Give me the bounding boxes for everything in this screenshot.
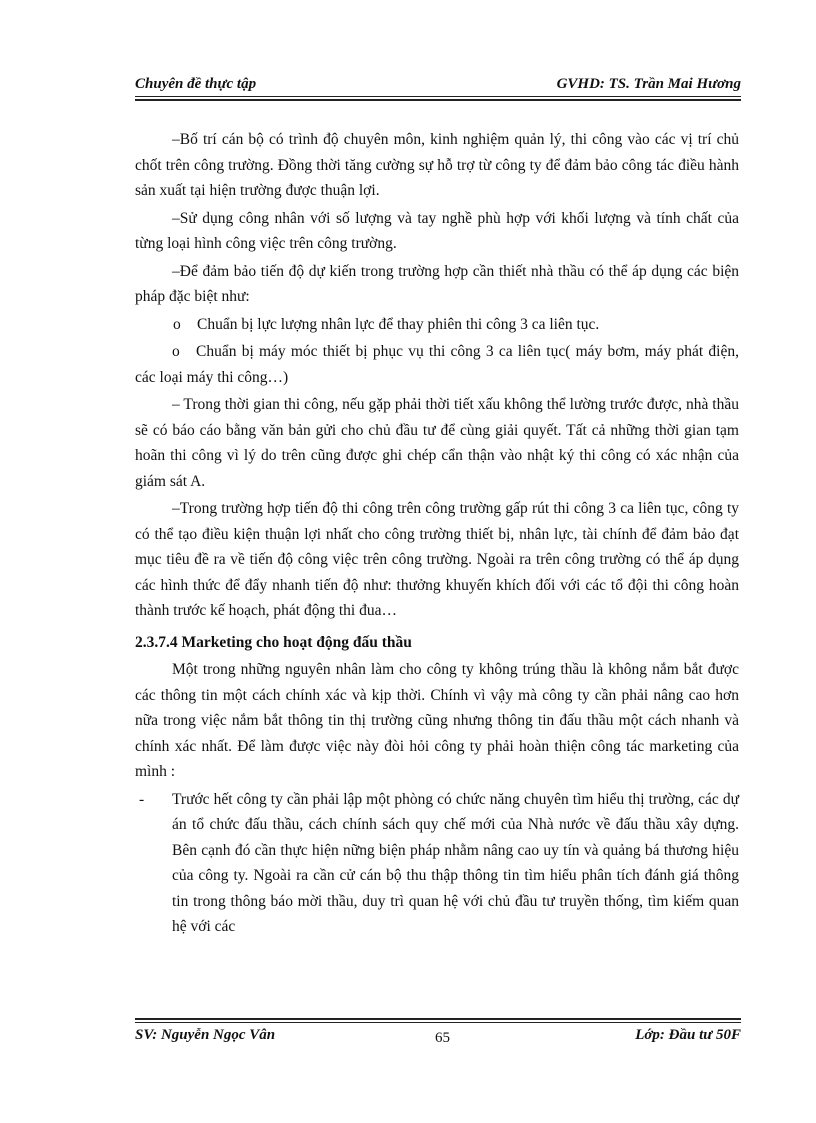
- footer-rule: [135, 1018, 741, 1023]
- sub-list-item: [135, 339, 739, 390]
- footer-student: SV: Nguyễn Ngọc Vân: [135, 1027, 276, 1043]
- footer-class: Lớp: Đầu tư 50F: [635, 1027, 741, 1043]
- document-body: [135, 127, 739, 940]
- paragraph: –Trong trường hợp tiến độ thi công trên công trường gấp rút thi công 3 ca liên tục, công ty có thể tạo điều kiện thuận lợi nhất cho công trường thiết bị, nhân lực, tài chính để đảm bảo đạt mục tiêu đề ra về tiến độ công việc trên công trường. Ngoài ra trên công trường có thể áp dụng các hình thức để đẩy nhanh tiến độ như: thưởng khuyến khích đối với các tổ đội thi công hoàn thành trước kế hoạch, phát động thi đua…: [135, 500, 739, 619]
- sub-list-text: Chuẩn bị lực lượng nhân lực để thay phiên thi công 3 ca liên tục.: [197, 315, 600, 333]
- paragraph: –Để đảm bảo tiến độ dự kiến trong trường hợp cần thiết nhà thầu có thể áp dụng các biện pháp đặc biệt như:: [135, 262, 739, 305]
- dash-list-text: Trước hết công ty cần phải lập một phòng có chức năng chuyên tìm hiểu thị trường, các dự án tổ chức đấu thầu, cách chính sách quy chế mới của Nhà nước về đấu thầu xây dựng. Bên cạnh đó cần thực hiện nững biện pháp nhằm nâng cao uy tín và quảng bá thương hiệu của công ty. Ngoài ra cần cử cán bộ thu thập thông tin tìm hiểu phân tích đánh giá thông tin trong thông báo mời thầu, duy trì quan hệ với chủ đầu tư truyền thống, tìm kiếm quan hệ với các: [172, 790, 739, 935]
- paragraph: –Sử dụng công nhân với số lượng và tay nghề phù hợp với khối lượng và tính chất của từng loại hình công việc trên công trường.: [135, 209, 739, 252]
- page-header: [135, 74, 741, 98]
- paragraph: – Trong thời gian thi công, nếu gặp phải thời tiết xấu không thể lường trước được, nhà thầu sẽ có báo cáo bằng văn bản gửi cho chủ đầu tư để cùng giải quyết. Tất cả những thời gian tạm hoãn thi công vì lý do trên cũng được ghi chép cẩn thận vào nhật ký thi công có xác nhận của giám sát A.: [135, 396, 739, 490]
- header-topic: Chuyên đề thực tập: [135, 76, 257, 92]
- circle-bullet: o: [173, 315, 181, 333]
- circle-bullet: o: [172, 343, 180, 360]
- paragraph: Một trong những nguyên nhân làm cho công ty không trúng thầu là không nắm bắt được các thông tin một cách chính xác và kịp thời. Chính vì vậy mà công ty cần phải nâng cao hơn nữa trong việc nắm bắt thông tin thị trường cũng nhưng thông tin đấu thầu một cách nhanh và chính xác nhất. Để làm được việc này đòi hỏi công ty phải hoàn thiện công tác marketing của mình :: [135, 661, 739, 780]
- header-rule: [135, 96, 741, 101]
- dash-bullet: -: [139, 790, 145, 808]
- section-heading: 2.3.7.4 Marketing cho hoạt động đấu thầu: [135, 633, 412, 651]
- paragraph: –Bố trí cán bộ có trình độ chuyên môn, kinh nghiệm quản lý, thi công vào các vị trí chủ chốt trên công trường. Đồng thời tăng cường sự hỗ trợ từ công ty để đảm bảo công tác điều hành sản xuất tại hiện trường được thuận lợi.: [135, 131, 739, 199]
- header-advisor: GVHD: TS. Trần Mai Hương: [556, 76, 741, 92]
- page-number: 65: [435, 1030, 450, 1046]
- page-footer: [135, 1018, 741, 1048]
- sub-list-text: Chuẩn bị máy móc thiết bị phục vụ thi công 3 ca liên tục( máy bơm, máy phát điện, các loại máy thi công…): [135, 343, 739, 386]
- sub-list-item: [135, 312, 739, 338]
- dash-list-item: [135, 787, 739, 940]
